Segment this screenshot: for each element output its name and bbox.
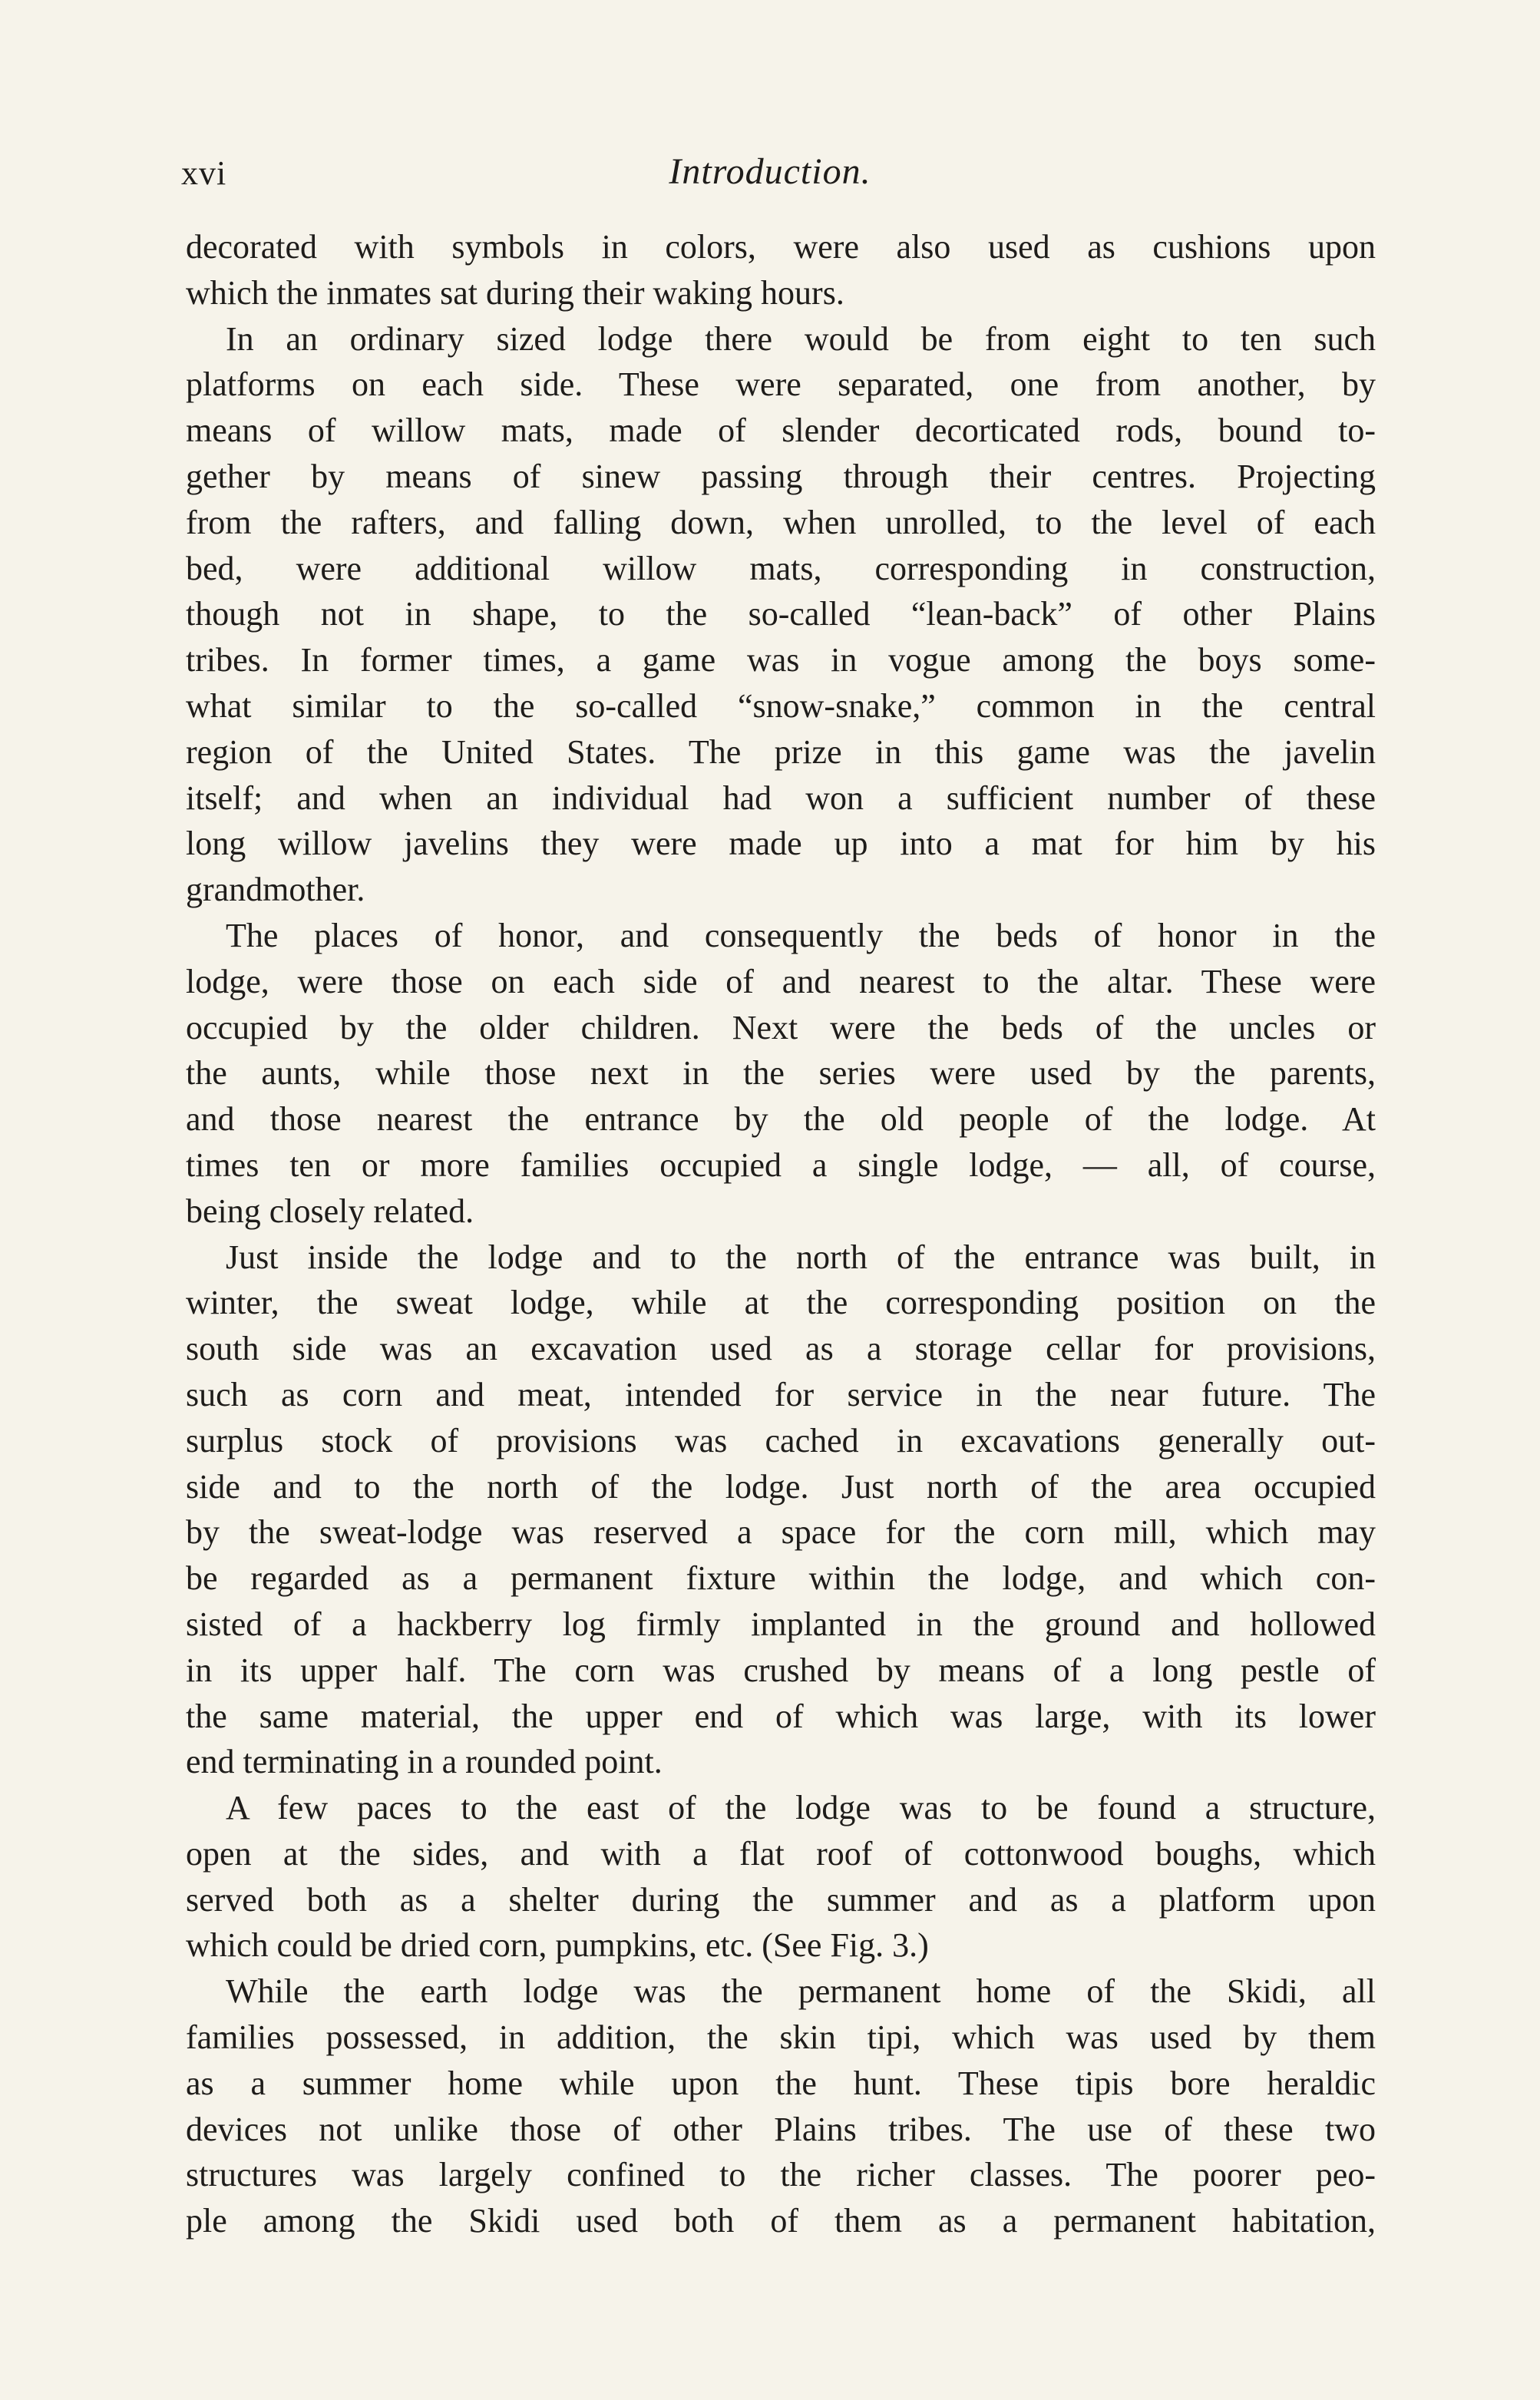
text-line: what similar to the so-called “snow-snake,” common in the central [186, 686, 1376, 725]
text-line: grandmother. [186, 871, 365, 909]
text-line: served both as a shelter during the summer and as a platform upon [186, 1880, 1376, 1919]
text-line: long willow javelins they were made up into a mat for him by his [186, 825, 1376, 863]
text-line: being closely related. [186, 1192, 474, 1230]
text-line: devices not unlike those of other Plains tribes. The use of these two [186, 2110, 1376, 2148]
text-line: sisted of a hackberry log firmly implanted in the ground and hollowed [186, 1605, 1376, 1643]
text-line: itself; and when an individual had won a sufficient number of these [186, 779, 1376, 817]
text-line: times ten or more families occupied a single lodge, — all, of course, [186, 1145, 1376, 1184]
text-line: by the sweat-lodge was reserved a space for the corn mill, which may [186, 1513, 1376, 1552]
text-line: side and to the north of the lodge. Just north of the area occupied [186, 1467, 1376, 1506]
text-line: surplus stock of provisions was cached in excavations generally out- [186, 1421, 1376, 1460]
text-line: such as corn and meat, intended for service in the near future. The [186, 1375, 1376, 1413]
text-line: which the inmates sat during their waking hours. [186, 273, 844, 312]
text-line: bed, were additional willow mats, corresponding in construction, [186, 549, 1376, 587]
text-line: from the rafters, and falling down, when unrolled, to the level of each [186, 503, 1376, 541]
text-line: tribes. In former times, a game was in vogue among the boys some- [186, 641, 1376, 679]
page-number: xvi [181, 154, 227, 192]
text-line: winter, the sweat lodge, while at the corresponding position on the [186, 1284, 1376, 1322]
text-line: decorated with symbols in colors, were also used as cushions upon [186, 228, 1376, 266]
text-line: be regarded as a permanent fixture within the lodge, and which con- [186, 1559, 1376, 1598]
text-line: south side was an excavation used as a storage cellar for provisions, [186, 1330, 1376, 1368]
text-line: lodge, were those on each side of and nearest to the altar. These were [186, 962, 1376, 1000]
text-line: families possessed, in addition, the skin tipi, which was used by them [186, 2018, 1376, 2057]
text-line: end terminating in a rounded point. [186, 1743, 663, 1781]
text-line: which could be dried corn, pumpkins, etc. (See Fig. 3.) [186, 1926, 929, 1965]
text-line: in its upper half. The corn was crushed by means of a long pestle of [186, 1651, 1376, 1689]
text-line: In an ordinary sized lodge there would be from eight to ten such [226, 319, 1376, 358]
text-line: structures was largely confined to the richer classes. The poorer peo- [186, 2156, 1376, 2194]
text-line: as a summer home while upon the hunt. These tipis bore heraldic [186, 2064, 1376, 2102]
text-line: A few paces to the east of the lodge was to be found a structure, [226, 1789, 1376, 1827]
text-line: open at the sides, and with a flat roof of cottonwood boughs, which [186, 1834, 1376, 1873]
text-line: gether by means of sinew passing through their centres. Projecting [186, 457, 1376, 495]
text-line: Just inside the lodge and to the north of the entrance was built, in [226, 1238, 1376, 1276]
text-line: the aunts, while those next in the series were used by the parents, [186, 1054, 1376, 1093]
text-line: and those nearest the entrance by the old people of the lodge. At [186, 1100, 1376, 1139]
text-line: means of willow mats, made of slender decorticated rods, bound to- [186, 412, 1376, 450]
text-line: though not in shape, to the so-called “lean-back” of other Plains [186, 595, 1376, 633]
body-text [186, 224, 1376, 2244]
text-line: occupied by the older children. Next were the beds of the uncles or [186, 1008, 1376, 1046]
text-line: region of the United States. The prize in this game was the javelin [186, 732, 1376, 771]
text-line: The places of honor, and consequently the beds of honor in the [226, 916, 1376, 954]
text-line: ple among the Skidi used both of them as a permanent habitation, [186, 2202, 1376, 2240]
text-line: platforms on each side. These were separated, one from another, by [186, 365, 1376, 404]
text-line: the same material, the upper end of which was large, with its lower [186, 1697, 1376, 1735]
running-title: Introduction. [669, 151, 871, 192]
text-line: While the earth lodge was the permanent home of the Skidi, all [226, 1972, 1376, 2011]
